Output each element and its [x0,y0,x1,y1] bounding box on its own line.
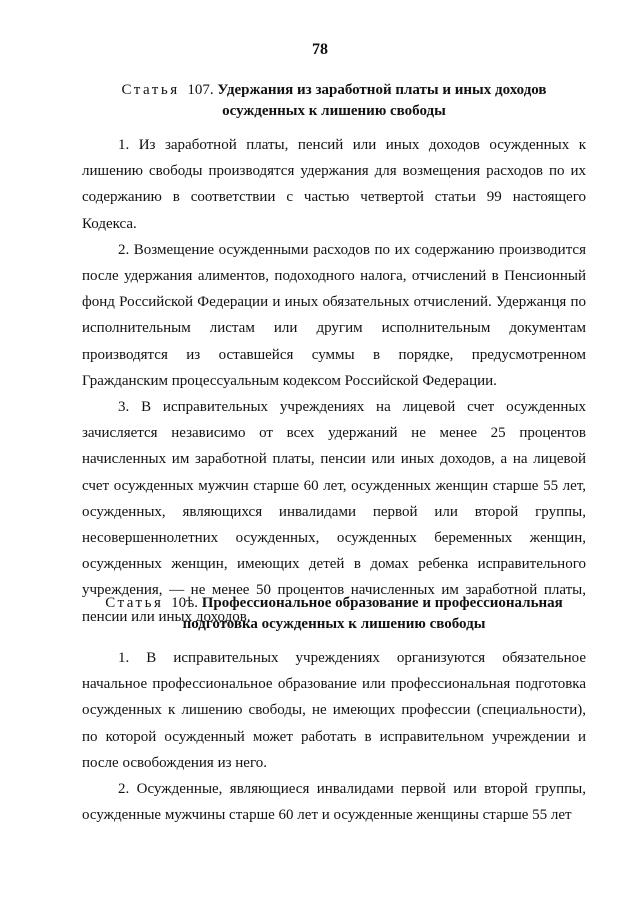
article-paragraph: 1. Из заработной платы, пенсий или иных доходов осужденных к лишению свободы производятся удержания для возмещения расходов по их содержанию в соответствии с частью четвертой статьи 99 настоящего Кодекса. [82,137,586,232]
article-paragraph: 2. Возмещение осужденными расходов по их содержанию производится после удержания алиментов, подоходного налога, отчислений в Пенсионный фонд Российской Федерации и иных обязательных отчислений. Удержанця по исполнительным листам или другим исполнительным документам производятся из оставшейся суммы в порядке, предусмотренном Гражданским процессуальным кодексом Российской Федерации. [82,241,586,389]
page-number: 78 [312,41,328,58]
article-paragraph: 1. В исправительных учреждениях организуются обязательное начальное профессиональное образование или профессиональная подготовка осужденных к лишению свободы, не имеющих профессии (специальности), по которой осужденный может работать в исправительном учреждении и после освобождения из него. [82,650,586,771]
article-title-line-1: Удержания из заработной платы и иных доходов [217,82,547,98]
article-title-line-2: осужденных к лишению свободы [222,103,446,119]
article-heading-line-1 [82,593,586,614]
article-heading [82,593,586,635]
article-title-line-2: подготовка осужденных к лишению свободы [182,616,486,632]
article-paragraph: 2. Осужденные, являющиеся инвалидами первой или второй группы, осужденные мужчины старше 60 лет и осужденные женщины старше 55 лет [82,781,586,824]
article-107 [82,80,586,630]
article-108 [82,593,586,828]
article-paragraph: 3. В исправительных учреждениях на лицевой счет осужденных зачисляется независимо от всех удержаний не менее 25 процентов начисленных им заработной платы, пенсии или иных доходов, а на лицевой счет осужденных мужчин старше 60 лет, осужденных женщин старше 55 лет, осужденных, являющихся инвалидами первой или второй группы, несовершеннолетних осужденных, осужденных беременных женщин, осужденных женщин, имеющих детей в домах ребенка исправительного учреждения, — не менее 50 процентов начисленных им заработной платы, пенсии или иных доходов. [82,399,586,625]
article-title-line-1: Профессиональное образование и профессиональная [201,595,563,611]
article-number: 10ѣ. [171,595,199,611]
article-label: Статья [121,82,180,98]
article-number: 107. [187,82,214,98]
article-heading [82,80,586,122]
article-label: Статья [105,595,164,611]
article-heading-line-1 [82,80,586,101]
